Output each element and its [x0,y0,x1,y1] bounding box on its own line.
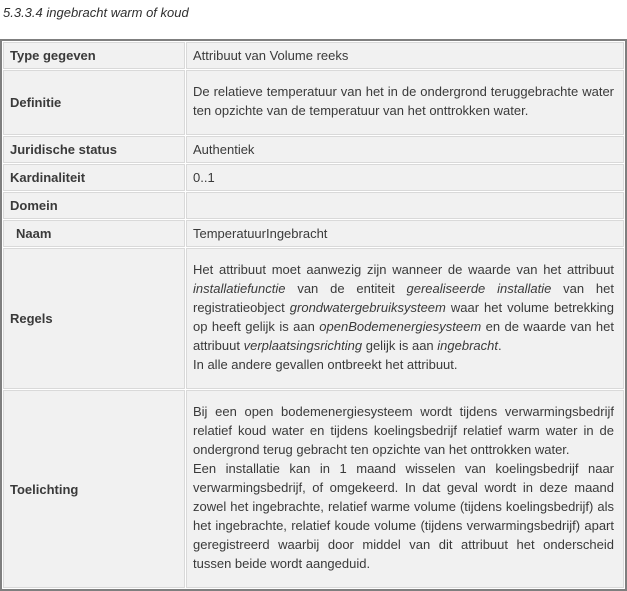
table-row [3,390,624,588]
row-value [186,248,624,389]
table-row [3,248,624,389]
paragraph: TemperatuurIngebracht [193,226,328,241]
attribute-table-body [3,42,624,588]
paragraph: In alle andere gevallen ontbreekt het attribuut. [193,357,458,372]
row-value [186,70,624,135]
paragraph: Authentiek [193,142,255,157]
row-value [186,42,624,69]
row-label: Juridische status [3,136,185,163]
attribute-table [0,39,627,591]
row-label: Regels [3,248,185,389]
table-row [3,70,624,135]
table-row [3,136,624,163]
paragraph: Het attribuut moet aanwezig zijn wanneer de waarde van het attribuut installatiefunctie van de entiteit gerealiseerde installatie van het registratieobject grondwatergebruiksysteem waar het volume betrekking op heeft gelijk is aan openBodemenergiesysteem en de waarde van het attribuut verplaatsingsrichting gelijk is aan ingebracht. [193,262,614,353]
paragraph: Bij een open bodemenergiesysteem wordt tijdens verwarmingsbedrijf relatief koud water en tijdens koelingsbedrijf relatief warm water in de ondergrond terug gebracht ten opzichte van het onttrokken water. [193,404,614,457]
row-value [186,192,624,219]
table-row [3,220,624,247]
paragraph: Een installatie kan in 1 maand wisselen van koelingsbedrijf naar verwarmingsbedrijf, of omgekeerd. In dat geval wordt in deze maand zowel het ingebrachte, relatief warme volume (tijdens koelingsbedrijf) als het ingebrachte, relatief koude volume (tijdens verwarmingsbedrijf) apart geregistreerd waarbij door middel van dit attribuut het onderscheid tussen beide wordt aangeduid. [193,461,614,571]
row-value [186,164,624,191]
row-label: Naam [3,220,185,247]
row-value [186,390,624,588]
section-heading: 5.3.3.4 ingebracht warm of koud [3,5,189,20]
row-label: Domein [3,192,185,219]
document-page [0,5,627,591]
row-label: Toelichting [3,390,185,588]
row-value [186,220,624,247]
row-label: Kardinaliteit [3,164,185,191]
row-label: Definitie [3,70,185,135]
paragraph: De relatieve temperatuur van het in de ondergrond teruggebrachte water ten opzichte van de temperatuur van het onttrokken water. [193,84,614,118]
table-row [3,164,624,191]
paragraph: Attribuut van Volume reeks [193,48,349,63]
row-label: Type gegeven [3,42,185,69]
table-row [3,192,624,219]
row-value [186,136,624,163]
paragraph: 0..1 [193,170,215,185]
table-row [3,42,624,69]
